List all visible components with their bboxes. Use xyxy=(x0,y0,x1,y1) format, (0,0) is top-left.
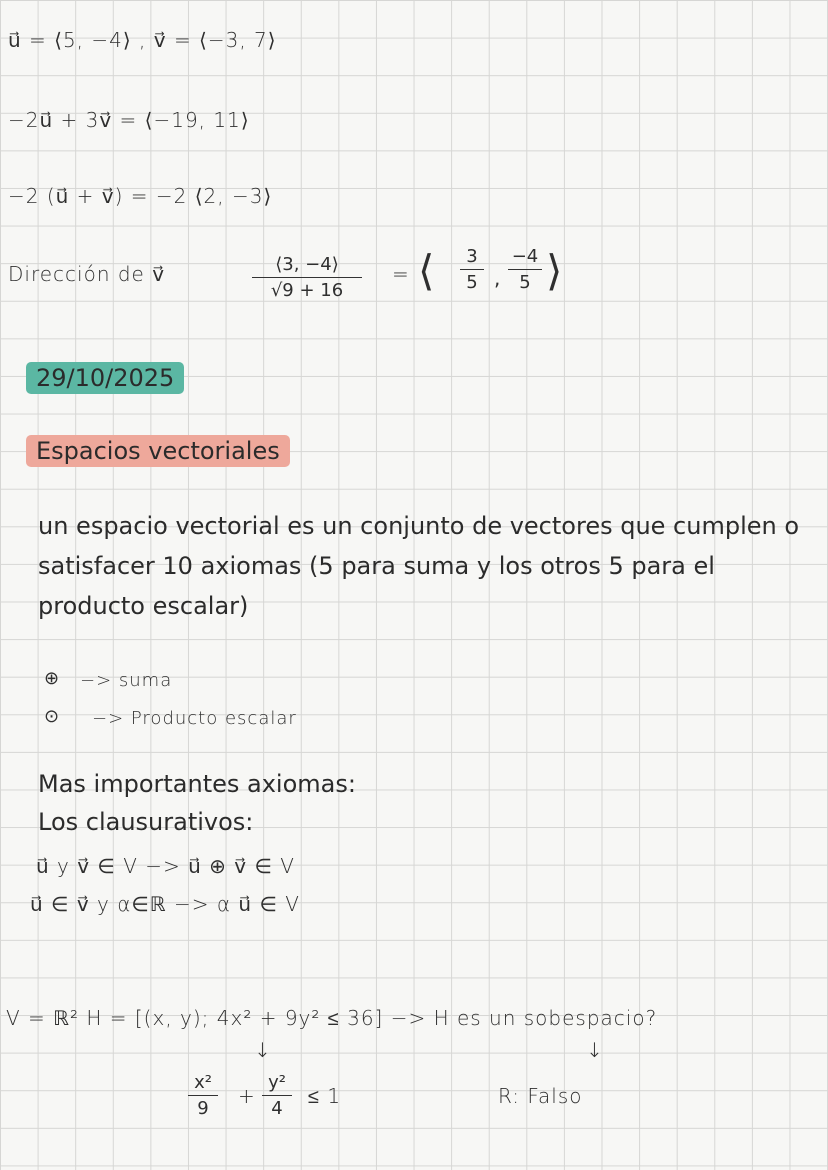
arrow-down-icon: ↓ xyxy=(586,1038,604,1062)
ineq-y-den: 4 xyxy=(271,1098,283,1119)
ineq-plus: + xyxy=(238,1084,256,1108)
section-title: Espacios vectoriales xyxy=(26,435,290,467)
answer: R: Falso xyxy=(498,1084,583,1108)
fraction-bar xyxy=(262,1095,292,1096)
sum-meaning: −> suma xyxy=(80,670,173,691)
dot-meaning: −> Producto escalar xyxy=(92,708,297,729)
frac2-den: 5 xyxy=(519,272,531,293)
arrow-down-icon: ↓ xyxy=(254,1038,272,1062)
scalar-times-sum: −2 (u⃗ + v⃗) = −2 ⟨2, −3⟩ xyxy=(8,184,273,208)
subspace-question: V = ℝ² H = [(x, y); 4x² + 9y² ≤ 36] −> H es un sobespacio? xyxy=(6,1006,658,1030)
direction-equals: = xyxy=(392,262,410,286)
fraction-bar xyxy=(188,1095,218,1096)
important-axioms-heading: Mas importantes axiomas: xyxy=(38,770,356,798)
fraction-bar xyxy=(460,269,484,270)
fraction-three-fifths xyxy=(460,246,484,293)
direction-label: Dirección de v⃗ xyxy=(8,262,166,286)
ineq-x-num: x² xyxy=(194,1072,212,1093)
frac2-num: −4 xyxy=(511,246,539,267)
fraction-bar xyxy=(508,269,542,270)
sum-symbol-icon: ⊕ xyxy=(44,668,61,689)
axiom-closure-scalar: u⃗ ∈ v⃗ y α∈ℝ −> α u⃗ ∈ V xyxy=(30,892,300,916)
frac1-num: 3 xyxy=(466,246,478,267)
right-angle-bracket: ⟩ xyxy=(546,246,563,295)
fraction-neg-four-fifths xyxy=(508,246,542,293)
dot-symbol-icon: ⊙ xyxy=(44,706,61,727)
direction-fraction xyxy=(252,254,362,301)
ineq-y-fraction xyxy=(262,1072,292,1119)
ineq-x-fraction xyxy=(188,1072,218,1119)
axiom-closure-sum: u⃗ y v⃗ ∈ V −> u⃗ ⊕ v⃗ ∈ V xyxy=(36,854,295,878)
vectors-definition: u⃗ = ⟨5, −4⟩ , v⃗ = ⟨−3, 7⟩ xyxy=(8,28,277,52)
fraction-bar xyxy=(252,277,362,278)
clausurativos-heading: Los clausurativos: xyxy=(38,808,254,836)
ineq-rhs: ≤ 1 xyxy=(308,1084,342,1108)
direction-numerator: ⟨3, −4⟩ xyxy=(275,254,339,275)
ineq-y-num: y² xyxy=(268,1072,286,1093)
comma: , xyxy=(494,266,501,290)
definition-paragraph: un espacio vectorial es un conjunto de vectores que cumplen o satisfacer 10 axiomas (5 para suma y los otros 5 para el producto escalar) xyxy=(38,512,800,620)
direction-denominator: √9 + 16 xyxy=(270,280,344,301)
date-tag: 29/10/2025 xyxy=(26,362,184,394)
left-angle-bracket: ⟨ xyxy=(418,246,435,295)
linear-combination: −2u⃗ + 3v⃗ = ⟨−19, 11⟩ xyxy=(8,108,250,132)
ineq-x-den: 9 xyxy=(197,1098,209,1119)
frac1-den: 5 xyxy=(466,272,478,293)
